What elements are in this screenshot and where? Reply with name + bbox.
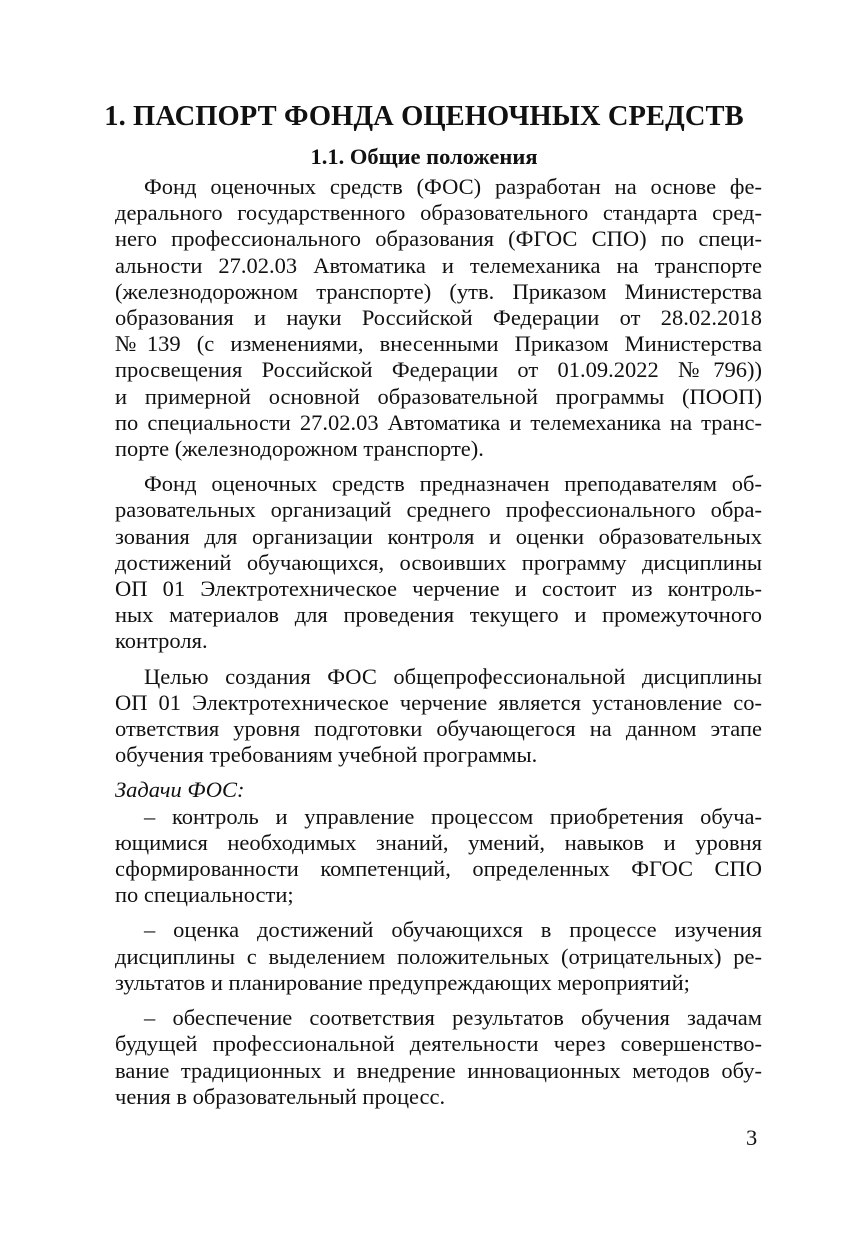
- text-line: (железнодорожном транспорте) (утв. Приказом Министерства: [115, 278, 762, 304]
- text-line: – оценка достижений обучающихся в процессе изучения: [144, 917, 762, 943]
- section-title: 1.1. Общие положения: [310, 144, 538, 169]
- text-line: контроля.: [115, 628, 208, 654]
- text-line: будущей профессиональной деятельности через совершенство-: [115, 1031, 762, 1057]
- text-line: Фонд оценочных средств (ФОС) разработан на основе фе-: [144, 174, 762, 199]
- text-line: ных материалов для проведения текущего и промежуточного: [115, 602, 762, 628]
- text-line: альности 27.02.03 Автоматика и телемеханика на транспорте: [115, 252, 762, 278]
- text-line: ющимися необходимых знаний, умений, навыков и уровня: [115, 829, 762, 855]
- text-line: Целью создания ФОС общепрофессиональной дисциплины: [144, 663, 762, 689]
- body-paragraphs: [86, 174, 762, 768]
- text-line: него профессионального образования (ФГОС СПО) по специ-: [115, 226, 762, 252]
- page-content: [86, 96, 762, 1110]
- text-line: разовательных организаций среднего профессионального обра-: [115, 497, 762, 523]
- text-line: по специальности;: [115, 882, 294, 908]
- text-line: ответствия уровня подготовки обучающегося на данном этапе: [115, 716, 762, 742]
- text-line: дисциплины с выделением положительных (отрицательных) ре-: [115, 943, 762, 969]
- body-paragraph: [86, 174, 762, 462]
- task-item: [86, 1005, 762, 1110]
- task-item: [86, 917, 762, 996]
- text-line: – обеспечение соответствия результатов обучения задачам: [144, 1005, 762, 1031]
- text-line: – контроль и управление процессом приобретения обуча-: [144, 803, 762, 829]
- text-line: ОП 01 Электротехническое черчение является установление со-: [115, 689, 762, 715]
- body-paragraph: [86, 471, 762, 654]
- text-line: зультатов и планирование предупреждающих мероприятий;: [115, 969, 690, 995]
- text-line: вание традиционных и внедрение инновационных методов обу-: [115, 1057, 762, 1083]
- text-line: и примерной основной образовательной программы (ПООП): [115, 383, 762, 409]
- text-line: по специальности 27.02.03 Автоматика и телемеханика на транс-: [115, 409, 762, 435]
- page-number: 3: [746, 1125, 758, 1150]
- text-line: Фонд оценочных средств предназначен преподавателям об-: [144, 471, 762, 497]
- text-line: чения в образовательный процесс.: [115, 1083, 446, 1109]
- text-line: порте (железнодорожном транспорте).: [115, 436, 484, 462]
- tasks-list: [86, 804, 762, 1110]
- text-line: ОП 01 Электротехническое черчение и состоит из контроль-: [115, 576, 762, 602]
- body-paragraph: [86, 664, 762, 769]
- task-item: [86, 804, 762, 909]
- text-line: зования для организации контроля и оценки образовательных: [115, 523, 762, 549]
- chapter-title: 1. ПАСПОРТ ФОНДА ОЦЕНОЧНЫХ СРЕДСТВ: [104, 101, 744, 132]
- tasks-heading: Задачи ФОС:: [115, 777, 245, 803]
- text-line: сформированности компетенций, определенных ФГОС СПО: [115, 856, 762, 882]
- text-line: №139 (с изменениями, внесенными Приказом Министерства: [115, 331, 762, 357]
- text-line: обучения требованиям учебной программы.: [115, 742, 538, 768]
- text-line: достижений обучающихся, освоивших программу дисциплины: [115, 549, 762, 575]
- text-line: образования и науки Российской Федерации от 28.02.2018: [115, 305, 762, 331]
- text-line: просвещения Российской Федерации от 01.09.2022 №796)): [115, 357, 762, 383]
- text-line: дерального государственного образовательного стандарта сред-: [115, 200, 762, 226]
